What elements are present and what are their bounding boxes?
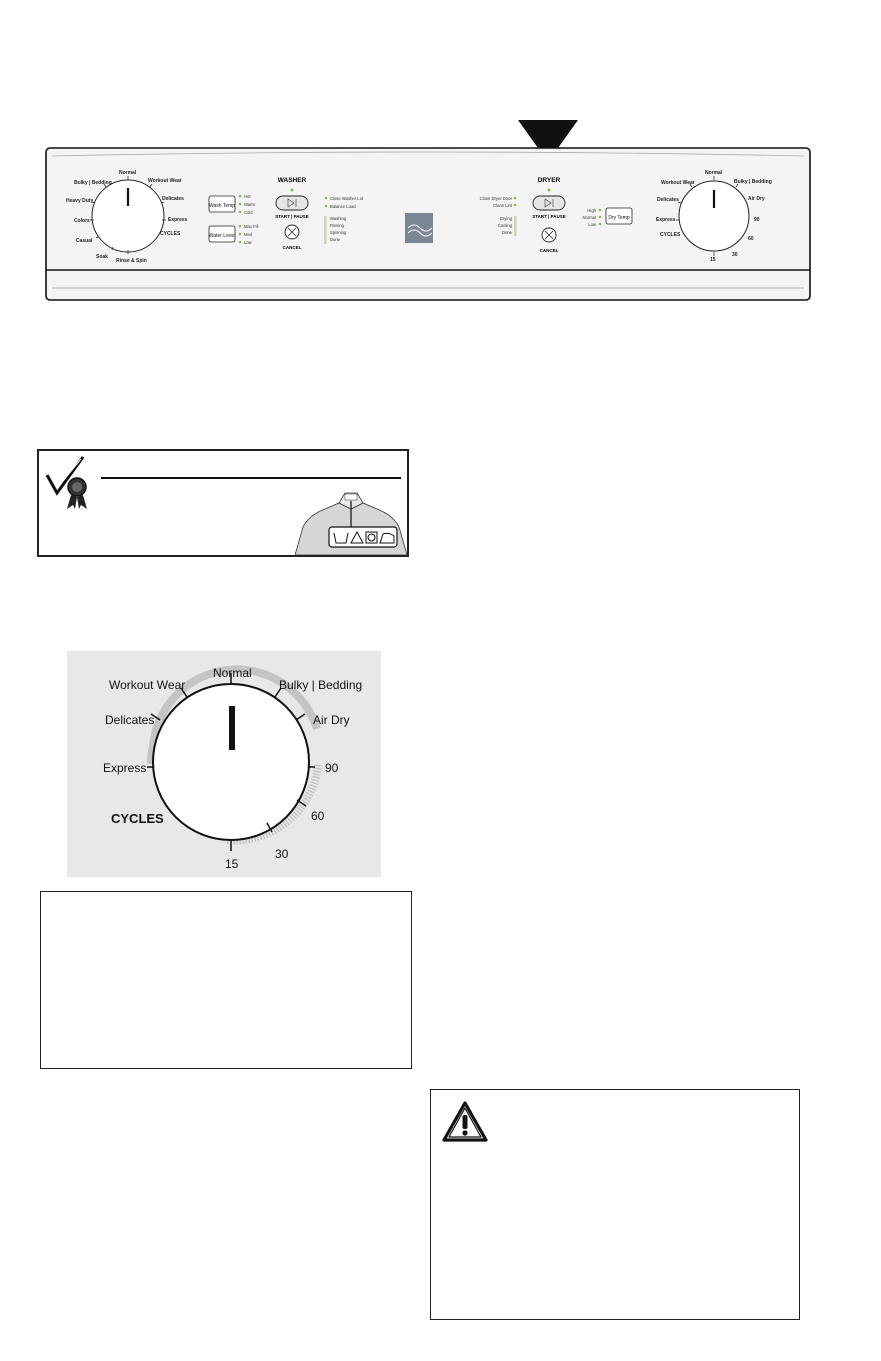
- washer-dial-label: Casual: [76, 238, 93, 244]
- award-checkmark-icon: [43, 453, 103, 513]
- washer-status: Rinsing: [330, 223, 344, 228]
- dryer-status: Done: [501, 230, 512, 235]
- water-level-option: Med: [244, 232, 253, 237]
- dryer-title: DRYER: [537, 177, 561, 184]
- washer-title: WASHER: [277, 177, 307, 184]
- dryer-small-dial-label: Air Dry: [748, 196, 765, 202]
- dial-label-express: Express: [103, 761, 147, 775]
- svg-text:Water Level: Water Level: [208, 233, 236, 239]
- dryer-small-dial-label: 30: [732, 252, 738, 258]
- warning-triangle-icon: [441, 1100, 489, 1144]
- dial-label-delicates: Delicates: [105, 713, 155, 727]
- washer-dial-label: Workout Wear: [148, 178, 182, 184]
- wash-temp-option: Warm: [244, 202, 256, 207]
- dryer-status: Drying: [499, 216, 512, 221]
- tip-box: [37, 449, 409, 557]
- washer-dial-label: Rinse & Spin: [116, 258, 147, 264]
- washer-status: Done: [330, 237, 341, 242]
- washer-start-pause-button[interactable]: [276, 196, 308, 210]
- washer-dial-label: Normal: [119, 170, 137, 176]
- brand-logo: [405, 213, 433, 243]
- svg-text:Wash Temp: Wash Temp: [208, 203, 236, 209]
- washer-alert: Close Washer Lid: [330, 196, 363, 201]
- dryer-cancel-label: CANCEL: [539, 248, 559, 253]
- dial-label-normal: Normal: [213, 666, 252, 680]
- washer-dial-label: Bulky | Bedding: [74, 180, 112, 186]
- dial-label-bulky-bedding: Bulky | Bedding: [279, 678, 363, 692]
- warning-box: [430, 1089, 800, 1320]
- washer-cancel-button[interactable]: [285, 225, 299, 239]
- washer-dial-label: Delicates: [162, 196, 184, 202]
- dryer-start-pause-label: START | PAUSE: [532, 214, 566, 219]
- dryer-start-pause-button[interactable]: [533, 196, 565, 210]
- wash-temp-option: Cold: [244, 210, 253, 215]
- water-level-button[interactable]: [209, 226, 236, 242]
- dryer-cycle-dial[interactable]: [67, 651, 381, 877]
- shirt-care-label-icon: [295, 487, 407, 555]
- dial-label-air-dry: Air Dry: [313, 713, 350, 727]
- washer-status: Spinning: [330, 230, 347, 235]
- dryer-small-dial-label: 90: [754, 217, 760, 223]
- dryer-small-dial-label: Normal: [705, 170, 723, 176]
- dry-temp-option: High: [587, 208, 596, 213]
- washer-dial-label: Express: [168, 217, 188, 223]
- dryer-small-dial-label: Express: [656, 217, 676, 223]
- dial-label-15: 15: [225, 857, 239, 871]
- dryer-small-dial-label: 60: [748, 236, 754, 242]
- dial-label-cycles: CYCLES: [111, 811, 164, 826]
- dryer-cancel-button[interactable]: [542, 228, 556, 242]
- washer-dial-label: Heavy Duty: [66, 198, 94, 204]
- water-level-option: Low: [244, 240, 252, 245]
- dry-temp-button[interactable]: [606, 208, 632, 224]
- svg-text:Dry Temp: Dry Temp: [608, 215, 630, 221]
- dial-label-30: 30: [275, 847, 289, 861]
- dryer-small-dial-label: Bulky | Bedding: [734, 179, 772, 185]
- washer-status: Washing: [330, 216, 347, 221]
- washer-start-pause-label: START | PAUSE: [275, 214, 309, 219]
- washer-cancel-label: CANCEL: [282, 245, 302, 250]
- washer-dial-label: Colors: [74, 218, 90, 224]
- dryer-alert: Clean Lint: [493, 203, 512, 208]
- dry-temp-option: Normal: [582, 215, 596, 220]
- dryer-status: Cooling: [497, 223, 512, 228]
- dryer-small-dial-label: Workout Wear: [661, 180, 695, 186]
- tip-title-rule: [101, 477, 401, 479]
- dial-label-workout-wear: Workout Wear: [109, 678, 186, 692]
- wash-temp-option: Hot: [244, 194, 251, 199]
- dryer-small-dial-label: 15: [710, 257, 716, 263]
- dial-label-60: 60: [311, 809, 325, 823]
- dial-label-90: 90: [325, 761, 339, 775]
- dryer-alert: Close Dryer Door: [479, 196, 512, 201]
- dryer-small-dial-label: CYCLES: [660, 232, 681, 238]
- control-panel: [0, 110, 881, 320]
- dryer-small-dial-label: Delicates: [657, 197, 679, 203]
- washer-dial-label: CYCLES: [160, 231, 181, 237]
- dry-temp-option: Low: [588, 222, 596, 227]
- note-box: [40, 891, 412, 1069]
- washer-alert: Balance Load: [330, 204, 356, 209]
- washer-dial-label: Soak: [96, 254, 108, 260]
- wash-temp-button[interactable]: [209, 196, 235, 212]
- water-level-option: Max Fill: [244, 224, 259, 229]
